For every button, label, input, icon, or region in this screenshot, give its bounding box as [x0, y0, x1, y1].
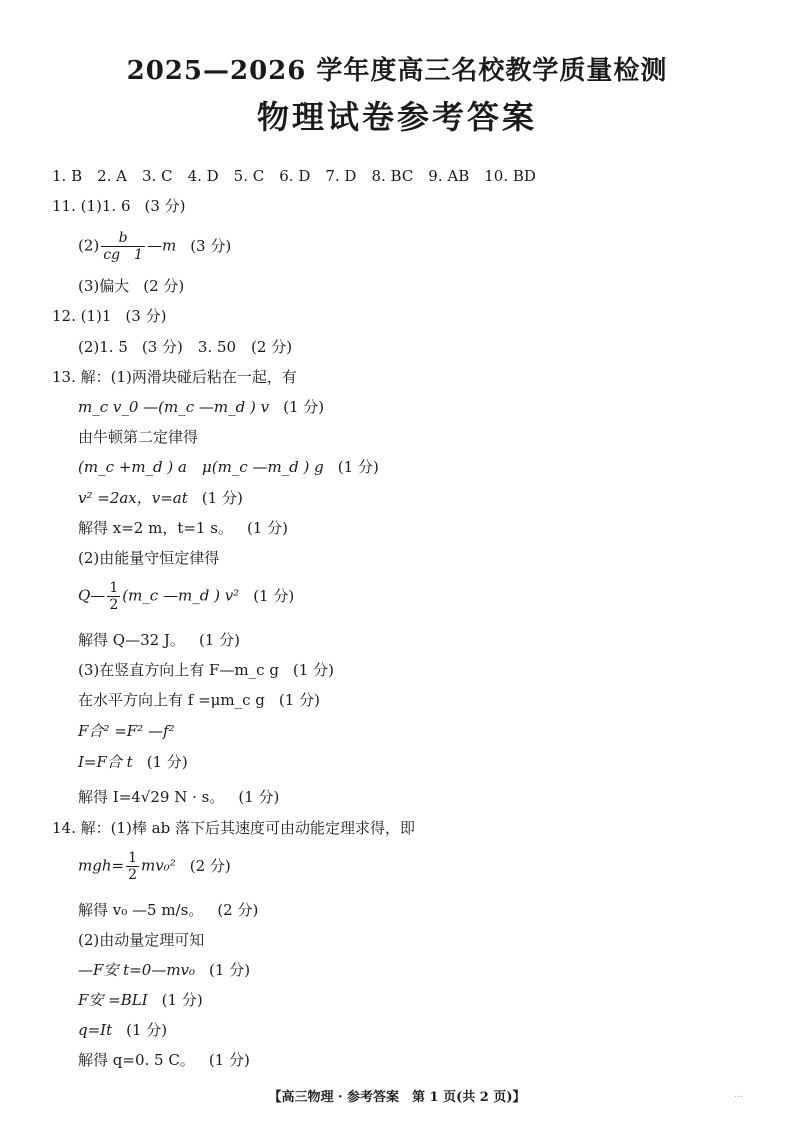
q14-eq1: mgh= $\frac{1}{2}$ mv₀² (2 分) [78, 850, 231, 883]
q14-eq2: —F安 t=0—mv₀ (1 分) [78, 961, 251, 979]
q11-part3: (3)偏大 (2 分) [78, 277, 185, 295]
q13-result2: 解得 Q—32 J。 (1 分) [78, 631, 240, 649]
q13-eq6: I=F合 t (1 分) [78, 753, 188, 771]
q13-eq4: Q— $\frac{1}{2}$ (m_c —m_d ) v² (1 分) [78, 580, 295, 613]
q13-part2-intro: (2)由能量守恒定律得 [78, 549, 220, 567]
q14-part2-intro: (2)由动量定理可知 [78, 931, 205, 949]
q13-result1: 解得 x=2 m，t=1 s。 (1 分) [78, 519, 288, 537]
fraction: $\frac{1}{2}$ [109, 580, 119, 613]
q12-part1: 12. (1)1 (3 分) [52, 307, 167, 325]
page-footer: 【高三物理 · 参考答案 第 1 页(共 2 页)】 [268, 1090, 526, 1105]
q13-intro: 13. 解：(1)两滑块碰后粘在一起，有 [52, 368, 297, 386]
q14-result1: 解得 v₀ —5 m/s。 (2 分) [78, 901, 259, 919]
q14-result2: 解得 q=0. 5 C。 (1 分) [78, 1051, 250, 1069]
q13-eq2: (m_c +m_d ) a μ(m_c —m_d ) g (1 分) [78, 458, 379, 476]
q14-eq3: F安 =BLI (1 分) [78, 991, 203, 1009]
q14-eq4: q=It (1 分) [78, 1021, 168, 1039]
q13-part3-horizontal: 在水平方向上有 f =μm_c g (1 分) [78, 691, 320, 709]
q13-eq5: F合² =F² —f² [78, 722, 175, 740]
exam-title: 2025—2026 学年度高三名校教学质量检测 [126, 56, 668, 86]
fraction: $\frac{b}{cg 1}$ [103, 230, 143, 263]
q13-eq3: v² =2ax，v=at (1 分) [78, 489, 243, 507]
q13-result3: 解得 I=4√29 N · s。 (1 分) [78, 788, 280, 806]
q14-intro: 14. 解：(1)棒 ab 落下后其速度可由动能定理求得，即 [52, 819, 415, 837]
q11-part1: 11. (1)1. 6 (3 分) [52, 197, 186, 215]
corner-mark: ... [734, 1090, 743, 1100]
answer-key-title: 物理试卷参考答案 [256, 98, 537, 136]
mc-answers: 1. B 2. A 3. C 4. D 5. C 6. D 7. D 8. BC 9. AB 10. BD [52, 167, 536, 185]
q11-part2: (2) $\frac{b}{cg 1}$ —m (3 分) [78, 230, 232, 263]
q12-part2: (2)1. 5 (3 分) 3. 50 (2 分) [78, 338, 293, 356]
fraction: $\frac{1}{2}$ [128, 850, 137, 883]
q13-eq1: m_c v_0 —(m_c —m_d ) v (1 分) [78, 398, 325, 416]
q13-text1: 由牛顿第二定律得 [78, 428, 199, 446]
q13-part3-vertical: (3)在竖直方向上有 F—m_c g (1 分) [78, 661, 334, 679]
